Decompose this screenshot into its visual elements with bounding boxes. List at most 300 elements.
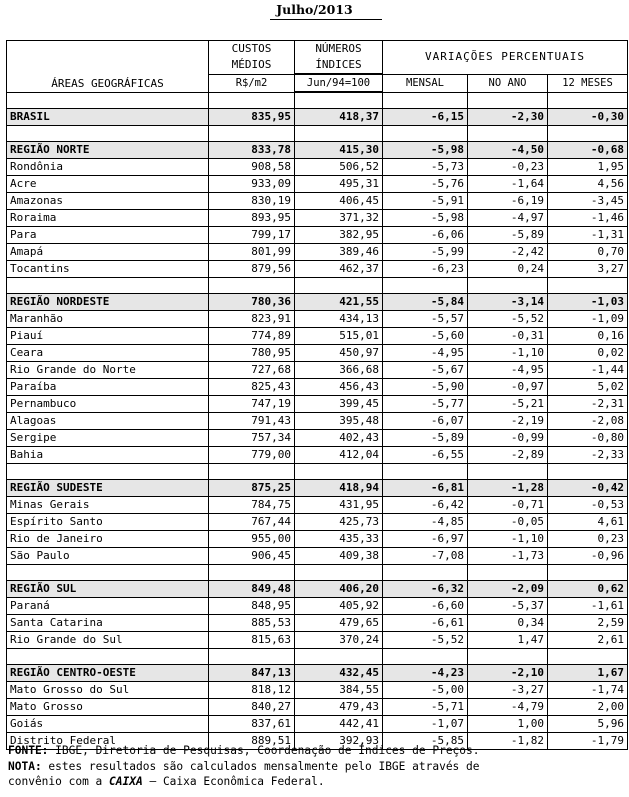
- state-row: [7, 260, 628, 277]
- spacer-cell: [7, 463, 209, 479]
- var-mensal: -6,23: [383, 260, 468, 277]
- table-body: [7, 92, 628, 749]
- area-name: Paraná: [7, 597, 209, 614]
- var-mensal: -5,98: [383, 141, 468, 158]
- custo-medio: 830,19: [209, 192, 295, 209]
- spacer-cell: [383, 125, 468, 141]
- var-mensal: -6,32: [383, 580, 468, 597]
- var-no-ano: -4,95: [468, 361, 548, 378]
- area-name: Rio Grande do Sul: [7, 631, 209, 648]
- var-no-ano: -5,37: [468, 597, 548, 614]
- var-12-meses: 2,61: [548, 631, 628, 648]
- var-mensal: -5,76: [383, 175, 468, 192]
- custo-medio: 825,43: [209, 378, 295, 395]
- var-12-meses: 2,59: [548, 614, 628, 631]
- spacer-cell: [209, 92, 295, 108]
- custo-medio: 906,45: [209, 547, 295, 564]
- area-name: Amapá: [7, 243, 209, 260]
- spacer-row: [7, 92, 628, 108]
- var-12-meses: -0,53: [548, 496, 628, 513]
- var-12-meses: 0,16: [548, 327, 628, 344]
- var-12-meses: -3,45: [548, 192, 628, 209]
- state-row: [7, 530, 628, 547]
- header-no-ano: NO ANO: [468, 74, 548, 92]
- spacer-cell: [468, 277, 548, 293]
- var-12-meses: -0,68: [548, 141, 628, 158]
- var-no-ano: -2,19: [468, 412, 548, 429]
- header-unit-custos: R$/m2: [209, 74, 295, 92]
- custo-medio: 837,61: [209, 715, 295, 732]
- numero-indice: 425,73: [295, 513, 383, 530]
- custo-medio: 779,00: [209, 446, 295, 463]
- var-no-ano: -2,10: [468, 664, 548, 681]
- source-text: IBGE, Diretoria de Pesquisas, Coordenação de Índices de Preços.: [48, 744, 480, 757]
- numero-indice: 406,45: [295, 192, 383, 209]
- var-no-ano: -0,05: [468, 513, 548, 530]
- var-no-ano: -4,50: [468, 141, 548, 158]
- var-mensal: -6,15: [383, 108, 468, 125]
- region-row: [7, 293, 628, 310]
- var-12-meses: -1,44: [548, 361, 628, 378]
- spacer-cell: [209, 564, 295, 580]
- var-mensal: -4,23: [383, 664, 468, 681]
- spacer-row: [7, 277, 628, 293]
- var-mensal: -6,42: [383, 496, 468, 513]
- numero-indice: 495,31: [295, 175, 383, 192]
- numero-indice: 405,92: [295, 597, 383, 614]
- numero-indice: 442,41: [295, 715, 383, 732]
- var-mensal: -4,95: [383, 344, 468, 361]
- var-12-meses: -1,09: [548, 310, 628, 327]
- numero-indice: 395,48: [295, 412, 383, 429]
- var-mensal: -7,08: [383, 547, 468, 564]
- spacer-cell: [468, 463, 548, 479]
- var-no-ano: -2,89: [468, 446, 548, 463]
- var-12-meses: 0,62: [548, 580, 628, 597]
- var-no-ano: -1,64: [468, 175, 548, 192]
- state-row: [7, 226, 628, 243]
- spacer-cell: [209, 648, 295, 664]
- var-12-meses: -1,03: [548, 293, 628, 310]
- area-name: Para: [7, 226, 209, 243]
- area-name: Amazonas: [7, 192, 209, 209]
- var-no-ano: -3,27: [468, 681, 548, 698]
- var-no-ano: 0,24: [468, 260, 548, 277]
- methodology-note: [8, 759, 480, 775]
- area-name: Sergipe: [7, 429, 209, 446]
- custo-medio: 767,44: [209, 513, 295, 530]
- var-no-ano: -4,97: [468, 209, 548, 226]
- spacer-cell: [383, 648, 468, 664]
- var-mensal: -5,52: [383, 631, 468, 648]
- custo-medio: 879,56: [209, 260, 295, 277]
- var-no-ano: -0,99: [468, 429, 548, 446]
- state-row: [7, 496, 628, 513]
- var-12-meses: 1,67: [548, 664, 628, 681]
- numero-indice: 434,13: [295, 310, 383, 327]
- var-no-ano: -4,79: [468, 698, 548, 715]
- area-name: Tocantins: [7, 260, 209, 277]
- var-mensal: -5,85: [383, 732, 468, 749]
- spacer-cell: [209, 463, 295, 479]
- area-name: Espírito Santo: [7, 513, 209, 530]
- spacer-cell: [548, 564, 628, 580]
- note-label: NOTA:: [8, 759, 42, 773]
- spacer-cell: [548, 125, 628, 141]
- numero-indice: 431,95: [295, 496, 383, 513]
- var-no-ano: -1,73: [468, 547, 548, 564]
- custo-medio: 847,13: [209, 664, 295, 681]
- spacer-row: [7, 463, 628, 479]
- state-row: [7, 209, 628, 226]
- numero-indice: 418,37: [295, 108, 383, 125]
- header-custos-line2: MÉDIOS: [231, 58, 272, 72]
- numero-indice: 409,38: [295, 547, 383, 564]
- state-row: [7, 429, 628, 446]
- numero-indice: 371,32: [295, 209, 383, 226]
- var-no-ano: -2,09: [468, 580, 548, 597]
- spacer-cell: [468, 648, 548, 664]
- header-variacoes: VARIAÇÕES PERCENTUAIS: [383, 41, 628, 75]
- var-mensal: -5,71: [383, 698, 468, 715]
- var-no-ano: -0,31: [468, 327, 548, 344]
- numero-indice: 402,43: [295, 429, 383, 446]
- var-12-meses: 0,70: [548, 243, 628, 260]
- var-12-meses: -0,96: [548, 547, 628, 564]
- source-note: [8, 743, 480, 759]
- numero-indice: 479,43: [295, 698, 383, 715]
- state-row: [7, 344, 628, 361]
- var-12-meses: 4,61: [548, 513, 628, 530]
- area-name: REGIÃO SUDESTE: [7, 479, 209, 496]
- var-mensal: -6,60: [383, 597, 468, 614]
- state-row: [7, 361, 628, 378]
- var-mensal: -4,85: [383, 513, 468, 530]
- area-name: Bahia: [7, 446, 209, 463]
- var-mensal: -5,90: [383, 378, 468, 395]
- state-row: [7, 614, 628, 631]
- header-custos-line1: CUSTOS: [231, 42, 272, 56]
- custo-medio: 780,95: [209, 344, 295, 361]
- note-text-line2-start: convênio com a: [8, 775, 110, 788]
- area-name: Mato Grosso do Sul: [7, 681, 209, 698]
- custo-medio: 833,78: [209, 141, 295, 158]
- state-row: [7, 327, 628, 344]
- var-mensal: -6,81: [383, 479, 468, 496]
- numero-indice: 479,65: [295, 614, 383, 631]
- spacer-cell: [468, 125, 548, 141]
- numero-indice: 506,52: [295, 158, 383, 175]
- numero-indice: 450,97: [295, 344, 383, 361]
- region-row: [7, 580, 628, 597]
- var-mensal: -5,89: [383, 429, 468, 446]
- state-row: [7, 446, 628, 463]
- var-no-ano: -2,42: [468, 243, 548, 260]
- var-no-ano: -3,14: [468, 293, 548, 310]
- custo-medio: 840,27: [209, 698, 295, 715]
- numero-indice: 382,95: [295, 226, 383, 243]
- spacer-cell: [383, 564, 468, 580]
- spacer-cell: [548, 648, 628, 664]
- var-no-ano: -1,10: [468, 530, 548, 547]
- state-row: [7, 310, 628, 327]
- var-mensal: -6,06: [383, 226, 468, 243]
- spacer-cell: [295, 125, 383, 141]
- var-no-ano: -5,89: [468, 226, 548, 243]
- numero-indice: 366,68: [295, 361, 383, 378]
- region-row: [7, 479, 628, 496]
- custo-medio: 893,95: [209, 209, 295, 226]
- area-name: Rondônia: [7, 158, 209, 175]
- var-no-ano: -5,21: [468, 395, 548, 412]
- spacer-cell: [7, 564, 209, 580]
- area-name: Santa Catarina: [7, 614, 209, 631]
- spacer-cell: [548, 92, 628, 108]
- report-title: Julho/2013: [276, 2, 353, 17]
- header-indices: [295, 41, 383, 75]
- area-name: Mato Grosso: [7, 698, 209, 715]
- spacer-cell: [383, 92, 468, 108]
- numero-indice: 515,01: [295, 327, 383, 344]
- custo-medio: 791,43: [209, 412, 295, 429]
- state-row: [7, 547, 628, 564]
- numero-indice: 415,30: [295, 141, 383, 158]
- numero-indice: 421,55: [295, 293, 383, 310]
- var-12-meses: 0,23: [548, 530, 628, 547]
- header-indices-line1: NÚMEROS: [315, 42, 362, 55]
- region-row: [7, 108, 628, 125]
- spacer-cell: [7, 125, 209, 141]
- area-name: REGIÃO CENTRO-OESTE: [7, 664, 209, 681]
- area-name: Roraima: [7, 209, 209, 226]
- header-indices-line2: ÍNDICES: [315, 58, 362, 71]
- var-no-ano: 1,00: [468, 715, 548, 732]
- numero-indice: 412,04: [295, 446, 383, 463]
- var-mensal: -5,91: [383, 192, 468, 209]
- custo-medio: 780,36: [209, 293, 295, 310]
- area-name: Maranhão: [7, 310, 209, 327]
- state-row: [7, 158, 628, 175]
- spacer-cell: [295, 564, 383, 580]
- numero-indice: 384,55: [295, 681, 383, 698]
- state-row: [7, 631, 628, 648]
- header-unit-indices: Jun/94=100: [295, 74, 383, 92]
- area-name: São Paulo: [7, 547, 209, 564]
- spacer-cell: [209, 125, 295, 141]
- source-label: FONTE:: [8, 744, 49, 757]
- var-12-meses: 1,95: [548, 158, 628, 175]
- numero-indice: 389,46: [295, 243, 383, 260]
- spacer-cell: [295, 92, 383, 108]
- state-row: [7, 698, 628, 715]
- custo-medio: 774,89: [209, 327, 295, 344]
- var-mensal: -6,61: [383, 614, 468, 631]
- var-12-meses: 2,00: [548, 698, 628, 715]
- spacer-cell: [7, 648, 209, 664]
- custo-medio: 933,09: [209, 175, 295, 192]
- area-name: Alagoas: [7, 412, 209, 429]
- custo-medio: 875,25: [209, 479, 295, 496]
- numero-indice: 370,24: [295, 631, 383, 648]
- var-12-meses: 0,02: [548, 344, 628, 361]
- region-row: [7, 141, 628, 158]
- var-mensal: -5,98: [383, 209, 468, 226]
- var-12-meses: -1,79: [548, 732, 628, 749]
- spacer-cell: [295, 463, 383, 479]
- header-areas-label: ÁREAS GEOGRÁFICAS: [51, 76, 164, 90]
- var-no-ano: -1,28: [468, 479, 548, 496]
- spacer-cell: [209, 277, 295, 293]
- var-no-ano: -2,30: [468, 108, 548, 125]
- area-name: Ceara: [7, 344, 209, 361]
- state-row: [7, 192, 628, 209]
- custo-medio: 908,58: [209, 158, 295, 175]
- var-mensal: -5,73: [383, 158, 468, 175]
- header-12-meses: 12 MESES: [548, 74, 628, 92]
- note-caixa: CAIXA: [109, 775, 143, 788]
- state-row: [7, 175, 628, 192]
- var-12-meses: -1,74: [548, 681, 628, 698]
- cost-index-table: [6, 40, 628, 750]
- numero-indice: 435,33: [295, 530, 383, 547]
- custo-medio: 801,99: [209, 243, 295, 260]
- var-no-ano: -1,10: [468, 344, 548, 361]
- var-mensal: -5,67: [383, 361, 468, 378]
- var-no-ano: 1,47: [468, 631, 548, 648]
- area-name: Paraíba: [7, 378, 209, 395]
- area-name: Rio Grande do Norte: [7, 361, 209, 378]
- var-mensal: -5,00: [383, 681, 468, 698]
- methodology-note-cont: [8, 774, 480, 790]
- header-mensal: MENSAL: [383, 74, 468, 92]
- area-name: REGIÃO NORDESTE: [7, 293, 209, 310]
- note-text-line2-end: – Caixa Econômica Federal.: [142, 775, 325, 788]
- state-row: [7, 681, 628, 698]
- var-mensal: -5,57: [383, 310, 468, 327]
- custo-medio: 889,51: [209, 732, 295, 749]
- footnotes: [8, 743, 480, 790]
- var-mensal: -5,77: [383, 395, 468, 412]
- var-12-meses: -2,33: [548, 446, 628, 463]
- spacer-cell: [468, 92, 548, 108]
- var-12-meses: 5,96: [548, 715, 628, 732]
- var-12-meses: -0,30: [548, 108, 628, 125]
- custo-medio: 727,68: [209, 361, 295, 378]
- var-mensal: -5,60: [383, 327, 468, 344]
- var-no-ano: -0,97: [468, 378, 548, 395]
- custo-medio: 955,00: [209, 530, 295, 547]
- var-mensal: -5,99: [383, 243, 468, 260]
- numero-indice: 418,94: [295, 479, 383, 496]
- var-12-meses: -2,31: [548, 395, 628, 412]
- header-custos: [209, 41, 295, 75]
- var-12-meses: -0,42: [548, 479, 628, 496]
- header-areas: [7, 41, 209, 93]
- spacer-cell: [295, 648, 383, 664]
- numero-indice: 399,45: [295, 395, 383, 412]
- spacer-row: [7, 125, 628, 141]
- var-12-meses: -1,46: [548, 209, 628, 226]
- numero-indice: 462,37: [295, 260, 383, 277]
- state-row: [7, 412, 628, 429]
- custo-medio: 885,53: [209, 614, 295, 631]
- custo-medio: 848,95: [209, 597, 295, 614]
- var-mensal: -6,07: [383, 412, 468, 429]
- custo-medio: 849,48: [209, 580, 295, 597]
- custo-medio: 823,91: [209, 310, 295, 327]
- custo-medio: 818,12: [209, 681, 295, 698]
- area-name: Minas Gerais: [7, 496, 209, 513]
- spacer-cell: [295, 277, 383, 293]
- var-12-meses: -0,80: [548, 429, 628, 446]
- spacer-cell: [383, 463, 468, 479]
- area-name: Pernambuco: [7, 395, 209, 412]
- state-row: [7, 243, 628, 260]
- numero-indice: 406,20: [295, 580, 383, 597]
- var-12-meses: 3,27: [548, 260, 628, 277]
- area-name: Piauí: [7, 327, 209, 344]
- custo-medio: 784,75: [209, 496, 295, 513]
- var-mensal: -1,07: [383, 715, 468, 732]
- area-name: BRASIL: [7, 108, 209, 125]
- numero-indice: 456,43: [295, 378, 383, 395]
- custo-medio: 799,17: [209, 226, 295, 243]
- var-mensal: -6,55: [383, 446, 468, 463]
- state-row: [7, 715, 628, 732]
- var-no-ano: -6,19: [468, 192, 548, 209]
- var-no-ano: -0,71: [468, 496, 548, 513]
- spacer-cell: [548, 463, 628, 479]
- spacer-cell: [7, 277, 209, 293]
- var-no-ano: -1,82: [468, 732, 548, 749]
- note-text-line1: estes resultados são calculados mensalmente pelo IBGE através de: [41, 759, 480, 773]
- state-row: [7, 395, 628, 412]
- var-12-meses: 4,56: [548, 175, 628, 192]
- var-mensal: -5,84: [383, 293, 468, 310]
- custo-medio: 835,95: [209, 108, 295, 125]
- header-row-main: [7, 41, 628, 75]
- region-row: [7, 664, 628, 681]
- state-row: [7, 597, 628, 614]
- var-12-meses: -1,61: [548, 597, 628, 614]
- state-row: [7, 513, 628, 530]
- area-name: REGIÃO NORTE: [7, 141, 209, 158]
- custo-medio: 747,19: [209, 395, 295, 412]
- custo-medio: 815,63: [209, 631, 295, 648]
- spacer-cell: [468, 564, 548, 580]
- title-underline: [270, 19, 382, 20]
- spacer-row: [7, 648, 628, 664]
- area-name: Acre: [7, 175, 209, 192]
- state-row: [7, 378, 628, 395]
- var-12-meses: 5,02: [548, 378, 628, 395]
- area-name: Distrito Federal: [7, 732, 209, 749]
- spacer-row: [7, 564, 628, 580]
- var-mensal: -6,97: [383, 530, 468, 547]
- var-12-meses: -1,31: [548, 226, 628, 243]
- spacer-cell: [548, 277, 628, 293]
- spacer-cell: [383, 277, 468, 293]
- spacer-cell: [7, 92, 209, 108]
- numero-indice: 392,93: [295, 732, 383, 749]
- area-name: Rio de Janeiro: [7, 530, 209, 547]
- var-no-ano: -0,23: [468, 158, 548, 175]
- custo-medio: 757,34: [209, 429, 295, 446]
- area-name: Goiás: [7, 715, 209, 732]
- var-no-ano: -5,52: [468, 310, 548, 327]
- var-12-meses: -2,08: [548, 412, 628, 429]
- area-name: REGIÃO SUL: [7, 580, 209, 597]
